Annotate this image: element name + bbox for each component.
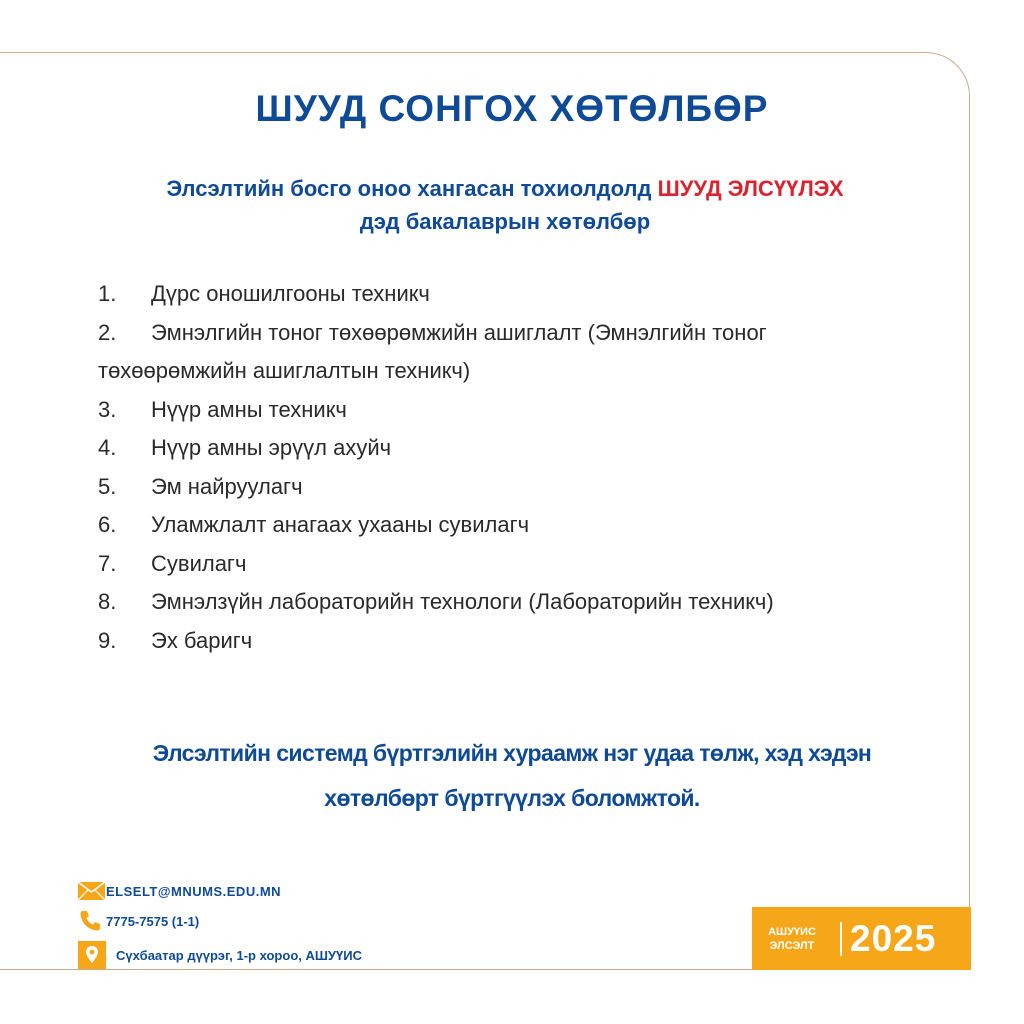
note-line2: хөтөлбөрт бүртгүүлэх боломжтой. — [324, 785, 700, 811]
location-pin-icon — [78, 942, 106, 968]
email-link[interactable]: ELSELT@MNUMS.EDU.MN — [106, 883, 282, 899]
item-text: Нүүр амны техникч — [151, 396, 347, 422]
address-row — [78, 940, 362, 970]
item-text: Нүүр амны эрүүл ахуйч — [151, 435, 392, 460]
list-item-continuation: төхөөрөмжийн ашиглалтын техникч) — [98, 358, 471, 383]
subtitle — [0, 172, 1010, 238]
registration-note — [0, 731, 1024, 821]
subtitle-highlight: ШУУД ЭЛСҮҮЛЭХ — [657, 176, 844, 201]
item-number: 8. — [98, 589, 117, 614]
list-item — [98, 275, 898, 314]
item-number: 9. — [98, 627, 117, 653]
list-item — [98, 314, 898, 353]
list-item — [98, 391, 898, 430]
address-text: Сүхбаатар дүүрэг, 1-р хороо, АШУҮИС — [116, 947, 362, 963]
list-item — [98, 622, 898, 661]
phone-icon — [78, 908, 106, 934]
subtitle-line2: дэд бакалаврын хөтөлбөр — [359, 209, 651, 234]
list-item — [98, 506, 898, 545]
phone-link[interactable]: 7775-7575 (1-1) — [106, 913, 200, 929]
list-item — [98, 583, 898, 622]
item-number: 5. — [98, 473, 117, 499]
list-item — [98, 468, 898, 507]
list-item — [98, 545, 898, 584]
badge-line2: ЭЛСЭЛТ — [769, 939, 815, 952]
subtitle-text: Элсэлтийн босго оноо хангасан тохиолдолд — [166, 176, 658, 201]
item-text: Эх баригч — [151, 627, 253, 653]
list-item — [98, 429, 898, 468]
note-line1: Элсэлтийн системд бүртгэлийн хураамж нэг удаа төлж, хэд хэдэн — [152, 740, 872, 766]
item-number: 3. — [98, 396, 117, 422]
program-list — [98, 275, 898, 660]
badge-divider — [840, 922, 842, 956]
phone-row — [78, 906, 362, 936]
item-text: Сувилагч — [151, 550, 247, 576]
contact-info — [78, 876, 362, 970]
email-row — [78, 876, 362, 906]
badge-year: 2025 — [850, 917, 937, 959]
item-text: Уламжлалт анагаах ухааны сувилагч — [151, 512, 530, 537]
item-number: 7. — [98, 550, 117, 576]
item-text: Эмнэлзүйн лабораторийн технологи (Лабораторийн техникч) — [151, 589, 774, 614]
item-text: Эмнэлгийн тоног төхөөрөмжийн ашиглалт (Эмнэлгийн тоног — [151, 319, 767, 345]
item-number: 6. — [98, 512, 117, 537]
envelope-icon — [78, 878, 106, 904]
page-title: ШУУД СОНГОХ ХӨТӨЛБӨР — [255, 88, 769, 129]
item-text: Дүрс оношилгооны техникч — [151, 281, 430, 306]
item-text: Эм найруулагч — [151, 473, 303, 499]
item-number: 4. — [98, 435, 117, 460]
badge-line1: АШУҮИС — [768, 925, 816, 938]
badge-label — [752, 925, 832, 953]
item-number: 2. — [98, 319, 117, 345]
item-number: 1. — [98, 281, 117, 306]
admission-badge — [752, 907, 971, 970]
